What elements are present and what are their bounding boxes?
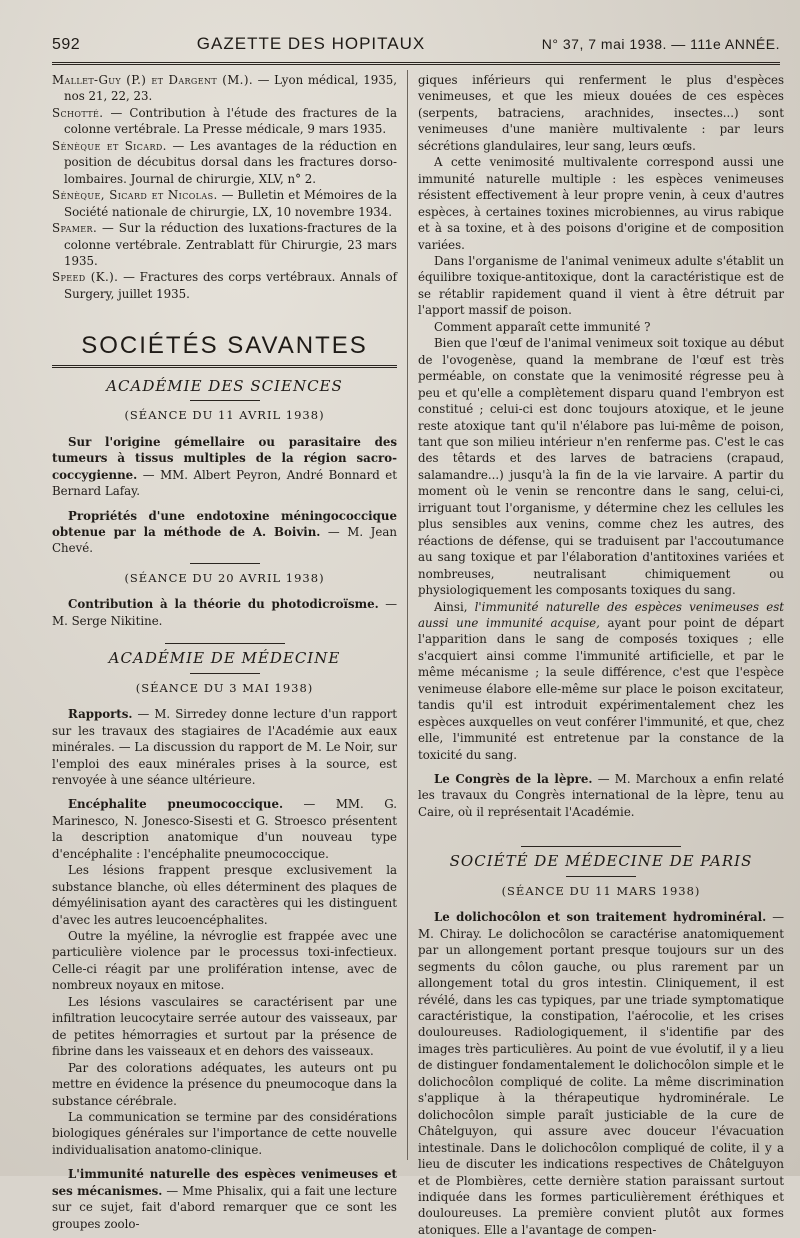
paragraph: Par des colorations adéquates, les auteurs ont pu mettre en évidence la présence du pneumocoque dans la substance cérébrale. xyxy=(52,1060,397,1108)
paragraph: Dans l'organisme de l'animal venimeux adulte s'établit un équilibre toxique-antitoxique, dont la caractéristique est de se rétablir rapidement quand il vient à être détruit par l'apport massif de poison. xyxy=(418,253,784,318)
reference-item: Sénèque et Sicard. — Les avantages de la réduction en position de décubitus dorsal dans les fractures dorso-lombaires. Journal de chirurgie, XLV, n° 2. xyxy=(52,138,397,186)
paragraph: Le Congrès de la lèpre. — M. Marchoux a enfin relaté les travaux du Congrès international de la lèpre, tenu au Caire, où il représentait l'Académie. xyxy=(418,772,784,819)
societe-medecine-heading: SOCIÉTÉ DE MÉDECINE DE PARIS xyxy=(449,852,753,871)
reference-item: Mallet-Guy (P.) et Dargent (M.). — Lyon médical, 1935, nos 21, 22, 23. xyxy=(52,73,397,104)
reference-item: Spamer. — Sur la réduction des luxations-fractures de la colonne vertébrale. Zentrablatt für Chirurgie, 23 mars 1935. xyxy=(52,221,397,268)
paragraph: Comment apparaît cette immunité ? xyxy=(434,319,651,334)
paragraph: Contribution à la théorie du photodicroïsme. — M. Serge Nikitine. xyxy=(52,597,397,628)
reference-item: Sénèque, Sicard et Nicolas. — Bulletin et Mémoires de la Société nationale de chirurgie, LX, 10 novembre 1934. xyxy=(52,188,398,219)
paragraph: Bien que l'œuf de l'animal venimeux soit toxique au début de l'ovogenèse, quand la membrane de l'œuf est très perméable, on constate que la venimosité régresse peu à peu et qu'elle a complètement disparu quand l'embryon est constitué ; celui-ci est donc toujours atoxique, et le jeune reste atoxique tant qu'il n'élabore pas lui-même de poison, tant que son milieu intérieur n'en renferme pas. C'est le cas des têtards et des larves de batraciens (crapaud, salamandre...) jusqu'à la fin de la vie larvaire. A partir du moment où le venin se rencontre dans le sang, celui-ci, irriguant tout l'organisme, y détermine chez les cellules les plus sensibles aux venins, comme chez les autres, des réactions de défense, qui se traduisent par l'accoutumance au sang toxique et par l'élaboration d'antitoxines variées et nombreuses, neutralisant chimiquement ou physiologiquement les composants toxiques du sang. xyxy=(418,336,784,598)
paragraph: Rapports. — M. Sirredey donne lecture d'un rapport sur les travaux des stagiaires de l'Académie aux eaux minérales. — La discussion du rapport de M. Le Noir, sur l'emploi des eaux minérales prises à la source, est renvoyée à une séance ultérieure. xyxy=(52,707,397,787)
short-rule xyxy=(165,643,285,644)
short-rule xyxy=(190,563,260,564)
right-column xyxy=(418,72,784,1238)
left-column xyxy=(52,72,397,1232)
paragraph: Encéphalite pneumococcique. — MM. G. Marinesco, N. Jonesco-Sisesti et G. Stroesco présentent la description anatomique d'un nouveau type d'encéphalite : l'encéphalite pneumococcique. xyxy=(52,797,397,861)
paragraph: Les lésions vasculaires se caractérisent par une infiltration leucocytaire serrée autour des vaisseaux, par de petites hémorragies et surtout par la présence de fibrine dans les vaisseaux et en dehors des vaisseaux. xyxy=(52,994,397,1059)
page-number: 592 xyxy=(52,36,81,53)
seance-date: (SÉANCE DU 3 MAI 1938) xyxy=(135,680,314,695)
column-divider xyxy=(407,70,408,1160)
paragraph: La communication se termine par des considérations biologiques générales sur l'importance de cette nouvelle individualisation anatomo-clinique. xyxy=(52,1110,397,1157)
reference-item: Speed (K.). — Fractures des corps vertébraux. Annals of Surgery, juillet 1935. xyxy=(52,270,397,301)
paragraph: Les lésions frappent presque exclusivement la substance blanche, où elles déterminent des plaques de démyélinisation ayant des caractères qui les distinguent d'avec les autres leucoencéphalites. xyxy=(52,863,397,927)
paragraph: Outre la myéline, la névroglie est frappée avec une particulière violence par le processus toxi-infectieux. Celle-ci réagit par une prolifération intense, avec de nombreux noyaux en mitose. xyxy=(52,929,397,993)
short-rule xyxy=(566,876,636,877)
seance-date: (SÉANCE DU 11 MARS 1938) xyxy=(501,883,701,898)
seance-date: (SÉANCE DU 20 AVRIL 1938) xyxy=(124,570,325,585)
short-rule xyxy=(521,846,681,847)
reference-item: Schotté. — Contribution à l'étude des fractures de la colonne vertébrale. La Presse médicale, 9 mars 1935. xyxy=(52,105,397,137)
paragraph: Le dolichocôlon et son traitement hydrominéral. — M. Chiray. Le dolichocôlon se caractérise anatomiquement par un allongement portant presque toujours sur un des segments du côlon gauche, ou plus rarement par un allongement total du gros intestin. Cliniquement, il est révélé, dans les cas typiques, par une triade symptomatique caractéristique, la constipation, l'aérocolie, et les crises douloureuses. Radiologiquement, il s'identifie par des images très particulières. Au point de vue évolutif, il y a lieu de distinguer fondamentalement le dolichocôlon simple et le dolichocôlon compliqué de colite. La même discrimination s'applique à la thérapeutique hydrominérale. Le dolichocôlon simple paraît justiciable de la cure de Châtelguyon, qui assure avec douceur l'évacuation intestinale. Dans le dolichocôlon compliqué de colite, il y a lieu de discuter les indications respectives de Châtelguyon et de Plombières, cette dernière station paraissant surtout indiquée dans les formes particulièrement éréthiques et douloureuses. La première convient plutôt aux formes atoniques. Elle a l'avantage de compen- xyxy=(418,910,784,1237)
paragraph: giques inférieurs qui renferment le plus d'espèces venimeuses, et que les mieux douées de ces espèces (serpents, batraciens, arachnides, insectes...) sont venimeuses d'une manière multivalente : par leurs sécrétions glandulaires, leur sang, leurs œufs. xyxy=(418,73,784,153)
short-rule xyxy=(190,673,260,674)
journal-title: GAZETTE DES HOPITAUX xyxy=(196,34,426,53)
short-rule xyxy=(190,400,260,401)
paragraph: A cette venimosité multivalente correspond aussi une immunité naturelle multiple : les espèces venimeuses résistent effectivement à leur propre venin, à ceux d'autres espèces, à certaines toxines microbiennes, au virus rabique et à sa toxine, et à des poisons d'origine et de composition variées. xyxy=(418,155,784,252)
page-header xyxy=(52,34,780,60)
academie-sciences-heading: ACADÉMIE DES SCIENCES xyxy=(106,376,343,395)
academie-medecine-heading: ACADÉMIE DE MÉDECINE xyxy=(108,649,341,668)
paragraph: Propriétés d'une endotoxine méningococcique obtenue par la méthode de A. Boivin. — M. Jean Chevé. xyxy=(52,508,397,556)
issue-date: N° 37, 7 mai 1938. — 111e ANNÉE. xyxy=(541,36,780,52)
header-rule xyxy=(52,62,780,65)
paragraph: L'immunité naturelle des espèces venimeuses et ses mécanismes. — Mme Phisalix, qui a fait une lecture sur ce sujet, fait d'abord remarquer que ce sont les groupes zoolo- xyxy=(52,1167,397,1231)
paragraph: Sur l'origine gémellaire ou parasitaire des tumeurs à tissus multiples de la région sacro-coccygienne. — MM. Albert Peyron, André Bonnard et Bernard Lafay. xyxy=(52,434,397,499)
section-rule xyxy=(52,365,397,368)
section-title: SOCIÉTÉS SAVANTES xyxy=(81,332,368,360)
seance-date: (SÉANCE DU 11 AVRIL 1938) xyxy=(124,408,325,423)
paragraph: Ainsi, l'immunité naturelle des espèces venimeuses est aussi une immunité acquise, ayant pour point de départ l'apparition dans le sang de composés toxiques ; elle s'acquiert ainsi comme l'immunité artificielle, et par le même mécanisme ; la seule différence, c'est que l'espèce venimeuse élabore elle-même sur place le poison excitateur, tandis qu'il est introduit expérimentalement chez les espèces auxquelles on veut conférer l'immunité, et que, chez elle, l'immunité est entretenue par la constance de la toxicité du sang. xyxy=(418,599,784,762)
